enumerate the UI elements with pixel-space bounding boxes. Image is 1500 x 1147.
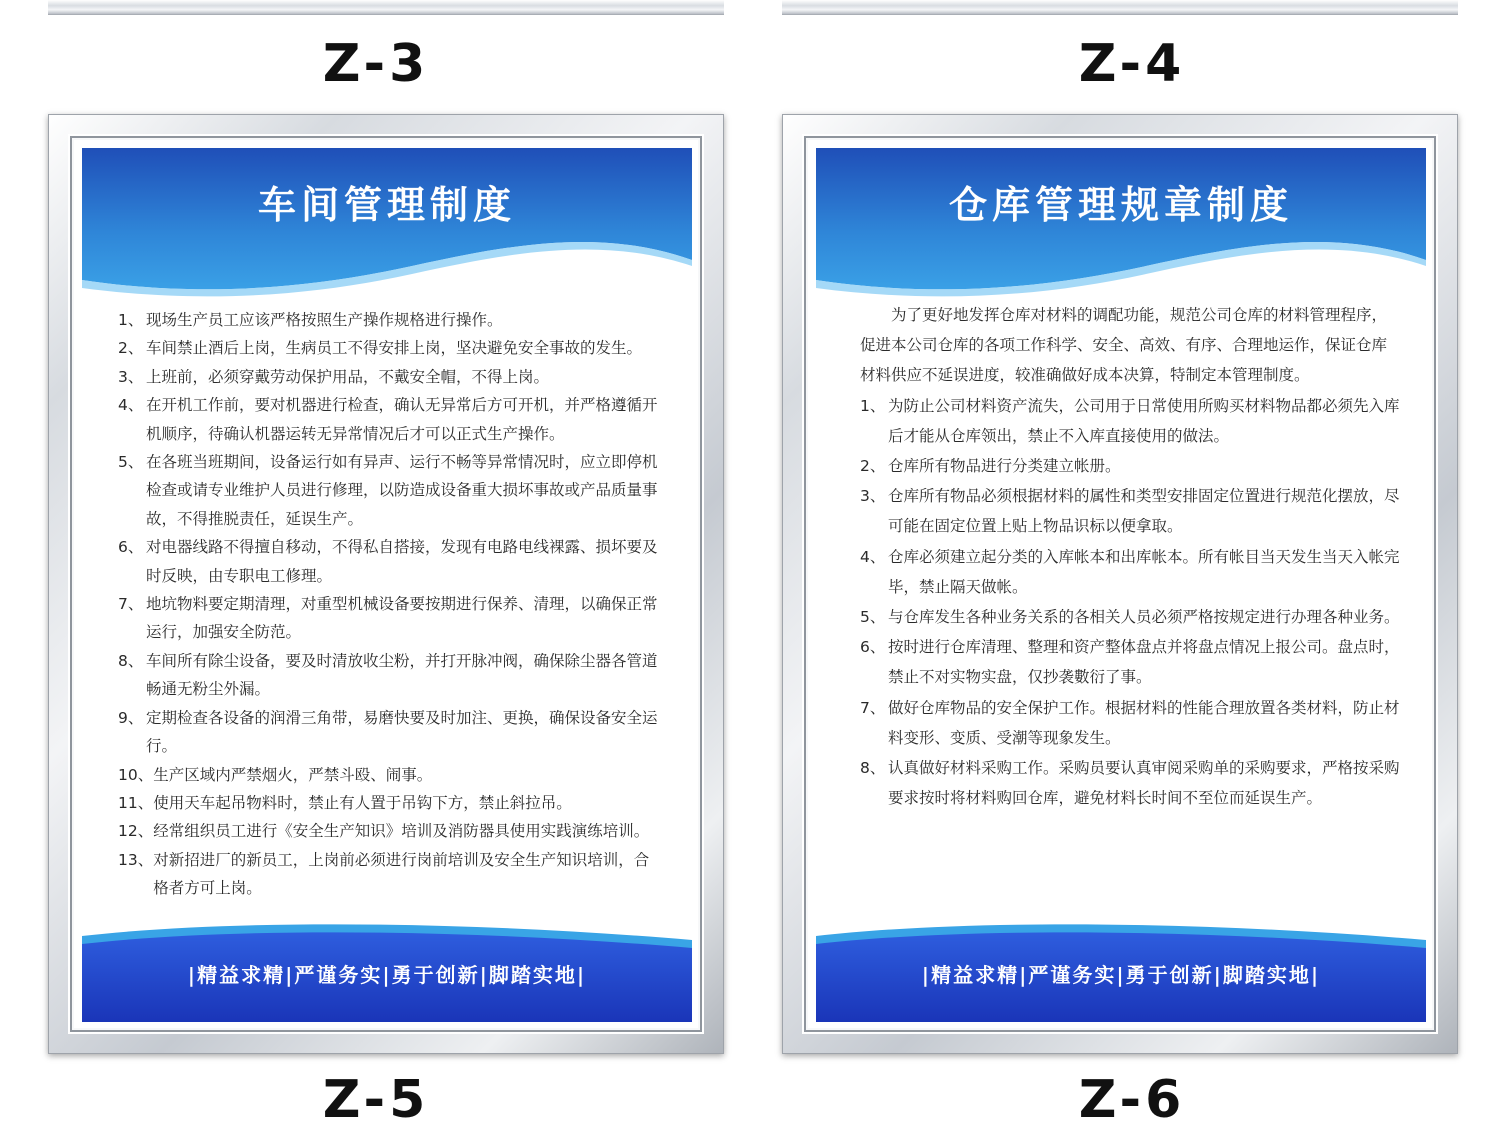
rule-number: 13、 xyxy=(118,850,154,869)
footer-motto: |精益求精|严谨务实|勇于创新|脚踏实地| xyxy=(921,963,1321,987)
rule-text: 在开机工作前，要对机器进行检查，确认无异常后方可开机，并严格遵循开机顺序，待确认机器运转无异常情况后才可以正式生产操作。 xyxy=(146,396,658,443)
list-item xyxy=(860,481,1402,541)
rule-text: 按时进行仓库清理、整理和资产整体盘点并将盘点情况上报公司。盘点时，禁止不对实物实盘，仅抄袭數衍了事。 xyxy=(888,638,1400,687)
rule-number: 10、 xyxy=(118,765,154,784)
label-z6: Z-6 xyxy=(1078,1070,1186,1130)
rule-number: 4、 xyxy=(860,547,886,566)
rule-number: 12、 xyxy=(118,822,154,841)
rules-list xyxy=(860,300,1402,813)
list-item xyxy=(118,846,662,903)
rule-text: 仓库必须建立起分类的入库帐本和出库帐本。所有帐目当天发生当天入帐完毕，禁止隔天做帐。 xyxy=(888,547,1400,596)
rule-text: 对新招进厂的新员工，上岗前必须进行岗前培训及安全生产知识培训，合格者方可上岗。 xyxy=(153,850,650,898)
list-item xyxy=(118,533,662,590)
rule-text: 做好仓库物品的安全保护工作。根据材料的性能合理放置各类材料，防止材料变形、变质、受潮等现象发生。 xyxy=(888,698,1400,747)
rule-text: 经常组织员工进行《安全生产知识》培训及消防器具使用实践演练培训。 xyxy=(153,822,650,841)
poster-warehouse xyxy=(816,148,1426,1022)
intro-paragraph: 为了更好地发挥仓库对材料的调配功能，规范公司仓库的材料管理程序，促进本公司仓库的各项工作科学、安全、高效、有序、合理地运作，保证仓库材料供应不延误进度，较准确做好成本决算，特制定本管理制度。 xyxy=(860,306,1388,385)
list-item xyxy=(118,817,662,845)
label-z3: Z-3 xyxy=(322,34,430,94)
rule-number: 8、 xyxy=(860,759,886,778)
rule-text: 使用天车起吊物料时，禁止有人置于吊钩下方，禁止斜拉吊。 xyxy=(153,793,572,812)
rule-text: 与仓库发生各种业务关系的各相关人员必须严格按规定进行办理各种业务。 xyxy=(888,608,1400,627)
list-item xyxy=(860,602,1402,632)
poster-workshop xyxy=(82,148,692,1022)
footer-motto: |精益求精|严谨务实|勇于创新|脚踏实地| xyxy=(187,963,587,987)
rule-number: 6、 xyxy=(118,538,144,557)
poster-frame-left xyxy=(48,114,724,1054)
poster-title: 车间管理制度 xyxy=(257,183,516,227)
top-frame-edge-left xyxy=(48,0,724,15)
list-item xyxy=(118,789,662,817)
poster-title: 仓库管理规章制度 xyxy=(948,183,1293,227)
list-item xyxy=(118,761,662,789)
poster-footer xyxy=(816,922,1426,1022)
rule-number: 1、 xyxy=(860,396,886,415)
rule-number: 1、 xyxy=(118,311,144,329)
rule-number: 5、 xyxy=(860,608,886,627)
rule-text: 上班前，必须穿戴劳动保护用品，不戴安全帽，不得上岗。 xyxy=(146,367,550,386)
rule-number: 3、 xyxy=(118,367,144,386)
list-item xyxy=(860,693,1402,753)
rule-text: 为防止公司材料资产流失，公司用于日常使用所购买材料物品都必须先入库后才能从仓库领出，禁止不入库直接使用的做法。 xyxy=(888,396,1400,445)
poster-header xyxy=(816,148,1426,308)
rule-number: 2、 xyxy=(860,457,886,476)
rule-text: 现场生产员工应该严格按照生产操作规格进行操作。 xyxy=(146,311,503,329)
list-item xyxy=(860,451,1402,481)
rule-number: 4、 xyxy=(118,396,144,415)
list-item xyxy=(118,363,662,391)
rule-number: 5、 xyxy=(118,453,144,472)
rule-text: 定期检查各设备的润滑三角带，易磨快要及时加注、更换，确保设备安全运行。 xyxy=(146,708,658,756)
list-item xyxy=(860,632,1402,692)
rule-number: 3、 xyxy=(860,487,886,506)
list-item xyxy=(118,448,662,533)
list-item xyxy=(118,334,662,362)
list-item xyxy=(860,753,1402,813)
rule-text: 车间所有除尘设备，要及时清放收尘粉，并打开脉冲阀，确保除尘器各管道畅通无粉尘外漏。 xyxy=(146,651,658,699)
poster-header xyxy=(82,148,692,308)
rule-text: 在各班当班期间，设备运行如有异声、运行不畅等异常情况时，应立即停机检查或请专业维护人员进行修理，以防造成设备重大损坏事故或产品质量事故，不得推脱责任，延误生产。 xyxy=(146,453,658,528)
rule-text: 地坑物料要定期清理，对重型机械设备要按期进行保养、清理，以确保正常运行，加强安全防范。 xyxy=(146,595,658,642)
rule-number: 11、 xyxy=(118,793,154,812)
rule-text: 仓库所有物品进行分类建立帐册。 xyxy=(888,457,1121,476)
list-item xyxy=(118,647,662,704)
label-z4: Z-4 xyxy=(1078,34,1186,94)
rule-text: 对电器线路不得擅自移动，不得私自搭接，发现有电路电线裸露、损坏要及时反映，由专职电工修理。 xyxy=(146,538,658,585)
rule-number: 7、 xyxy=(860,698,886,717)
rule-number: 8、 xyxy=(118,651,144,670)
rule-text: 车间禁止酒后上岗，生病员工不得安排上岗，坚决避免安全事故的发生。 xyxy=(146,339,643,358)
rule-number: 7、 xyxy=(118,595,144,614)
rule-number: 9、 xyxy=(118,708,144,727)
rule-text: 认真做好材料采购工作。采购员要认真审阅采购单的采购要求，严格按采购要求按时将材料购回仓库，避免材料长时间不至位而延误生产。 xyxy=(888,759,1400,808)
list-item xyxy=(118,306,662,334)
list-item xyxy=(118,391,662,448)
list-item xyxy=(860,391,1402,451)
rule-text: 仓库所有物品必须根据材料的属性和类型安排固定位置进行规范化摆放，尽可能在固定位置上贴上物品识标以便拿取。 xyxy=(888,487,1400,536)
list-item xyxy=(118,704,662,761)
rule-number: 2、 xyxy=(118,339,144,358)
rule-number: 6、 xyxy=(860,638,886,657)
poster-footer xyxy=(82,922,692,1022)
list-item xyxy=(860,542,1402,602)
rules-list xyxy=(118,306,662,903)
rule-text: 生产区域内严禁烟火，严禁斗殴、闹事。 xyxy=(153,765,433,784)
label-z5: Z-5 xyxy=(322,1070,430,1130)
list-item xyxy=(118,590,662,647)
poster-frame-right xyxy=(782,114,1458,1054)
top-frame-edge-right xyxy=(782,0,1458,15)
